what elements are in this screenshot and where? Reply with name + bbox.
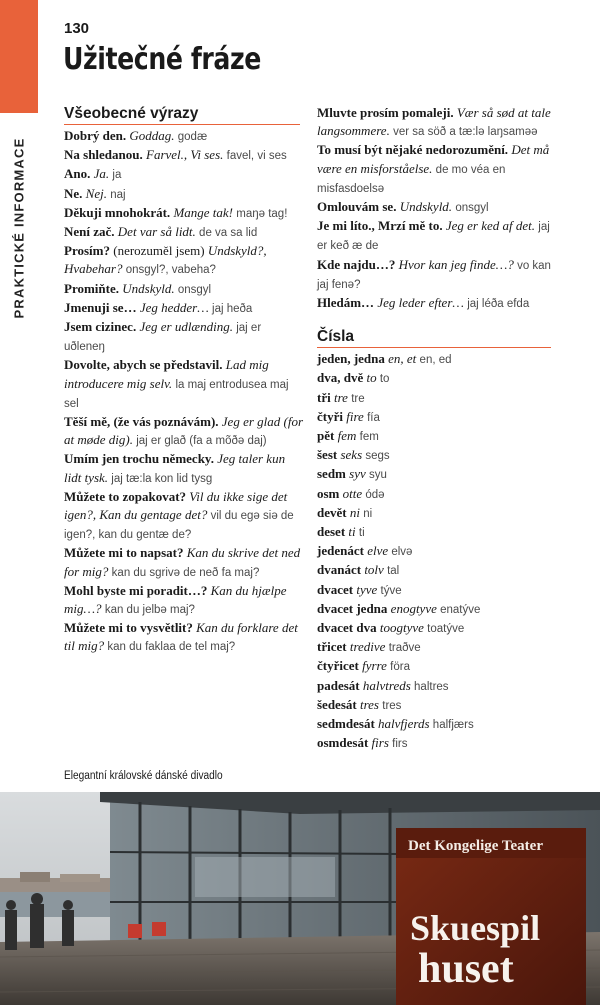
number-entry — [317, 408, 557, 427]
danish-phrase: Det må være en misforståelse. — [317, 142, 550, 176]
number-entry — [317, 389, 557, 408]
pronunciation: tre — [351, 392, 365, 405]
danish-phrase: halvfjerds — [378, 716, 430, 732]
phrase-entry — [64, 146, 304, 165]
phrase-list-general-continued — [317, 104, 557, 313]
danish-phrase: Mange tak! — [173, 204, 233, 220]
pronunciation: halfjærs — [432, 719, 474, 732]
czech-phrase: Omlouvám se. — [317, 199, 397, 215]
danish-phrase: Jeg taler kun lidt tysk. — [64, 451, 286, 485]
danish-phrase: Jeg leder efter… — [377, 295, 464, 311]
pronunciation: onsgyl — [455, 202, 489, 215]
phrase-entry — [64, 299, 304, 318]
pronunciation: traðve — [388, 642, 421, 655]
danish-phrase: syv — [349, 466, 366, 482]
pronunciation: fía — [367, 411, 380, 424]
pronunciation: ódə — [365, 488, 385, 501]
danish-phrase: enogtyve — [390, 600, 437, 616]
number-entry — [317, 677, 557, 696]
danish-phrase: toogtyve — [379, 620, 424, 636]
czech-phrase: To musí být nějaké nedorozumění. — [317, 142, 509, 158]
pronunciation: vil du egə siə de igen?, kan du gentæ de? — [64, 510, 294, 542]
pronunciation: maŋə tag! — [236, 207, 288, 220]
czech-phrase: Hledám… — [317, 295, 375, 311]
page-number: 130 — [64, 20, 90, 37]
chapter-color-tab — [0, 0, 38, 113]
pronunciation: jaj er glað (fa a mõðə daj) — [136, 435, 267, 448]
danish-phrase: elve — [367, 543, 389, 559]
danish-phrase: Undskyld. — [399, 199, 453, 215]
danish-phrase: Kan du hjælpe mig…? — [64, 582, 287, 617]
czech-phrase: Umím jen trochu německy. — [64, 451, 214, 467]
czech-phrase: Promiňte. — [64, 280, 119, 296]
czech-phrase: pět — [317, 428, 335, 444]
danish-phrase: to — [366, 370, 377, 386]
danish-phrase: fem — [337, 428, 357, 444]
phrase-entry — [64, 223, 304, 242]
czech-phrase: šest — [317, 447, 338, 463]
pronunciation: vo kan jaj fenə? — [317, 259, 551, 291]
number-entry — [317, 600, 557, 619]
number-entry — [317, 581, 557, 600]
danish-phrase: ni — [349, 504, 360, 520]
phrase-entry — [64, 413, 304, 450]
danish-phrase: ti — [348, 524, 356, 540]
czech-phrase: dvacet — [317, 581, 354, 597]
danish-phrase: Hvor kan jeg finde…? — [398, 256, 514, 272]
czech-phrase: Je mi líto., Mrzí mě to. — [317, 218, 443, 234]
czech-phrase: třicet — [317, 639, 347, 655]
number-entry — [317, 561, 557, 580]
danish-phrase: Jeg er udlænding. — [139, 319, 233, 335]
phrase-entry — [64, 165, 304, 184]
phrase-entry — [317, 104, 557, 141]
danish-phrase: Det var så lidt. — [117, 224, 196, 240]
phrase-entry — [64, 450, 304, 487]
czech-phrase: padesát — [317, 677, 360, 693]
czech-phrase: Můžete to zopakovat? — [64, 488, 187, 504]
czech-phrase: dvacet jedna — [317, 600, 388, 616]
danish-phrase: Undskyld?, Hvabehar? — [64, 243, 267, 277]
danish-phrase: Farvel., Vi ses. — [146, 147, 224, 163]
number-entry — [317, 350, 557, 369]
phrase-entry — [64, 619, 304, 656]
danish-phrase: Jeg er ked af det. — [445, 218, 536, 234]
phrase-entry — [64, 544, 304, 581]
pronunciation: jaj heða — [212, 302, 253, 315]
czech-phrase: Děkuji mnohokrát. — [64, 204, 171, 220]
sign-line2: huset — [418, 946, 514, 992]
pronunciation: ni — [363, 507, 373, 520]
danish-phrase: Ja. — [93, 166, 110, 182]
danish-phrase: Vær så sød at tale langsommere. — [317, 105, 551, 139]
czech-phrase: Dovolte, abych se představil. — [64, 357, 223, 373]
czech-phrase: Těší mě, (že vás poznávám). — [64, 414, 219, 430]
danish-phrase: fyrre — [362, 658, 387, 674]
sign-line1: Skuespil — [410, 908, 541, 948]
pronunciation: elvə — [391, 546, 413, 559]
czech-phrase: deset — [317, 524, 346, 540]
czech-phrase: Prosím? — [64, 243, 110, 259]
pronunciation: de mo véa en misfasdoelsə — [317, 163, 506, 195]
phrase-entry — [317, 217, 557, 255]
czech-phrase: Dobrý den. — [64, 128, 127, 143]
number-entry — [317, 715, 557, 734]
page-title: Užitečné fráze — [63, 42, 261, 77]
danish-phrase: firs — [371, 735, 389, 751]
danish-phrase: fire — [346, 408, 364, 424]
phrase-entry — [64, 280, 304, 299]
danish-phrase: en, et — [388, 351, 417, 367]
czech-phrase: šedesát — [317, 696, 357, 712]
czech-phrase: Mohl byste mi poradit…? — [64, 582, 208, 598]
czech-phrase: Jsem cizinec. — [64, 319, 137, 335]
czech-phrase: Na shledanou. — [64, 147, 143, 163]
danish-phrase: Jeg hedder… — [139, 299, 209, 315]
phrase-entry — [64, 582, 304, 619]
pronunciation: föra — [390, 661, 410, 674]
czech-phrase: čtyřicet — [317, 658, 359, 674]
number-entry — [317, 523, 557, 542]
czech-phrase: dvacet dva — [317, 620, 377, 636]
pronunciation: en, ed — [419, 354, 452, 367]
phrase-entry — [317, 141, 557, 198]
pronunciation: jaj tæ:la kon lid tysg — [111, 472, 213, 485]
pronunciation: kan du faklaa de tel maj? — [107, 641, 236, 654]
czech-phrase: sedmdesát — [317, 716, 375, 732]
number-entry — [317, 446, 557, 465]
phrase-list-general — [64, 127, 304, 657]
pronunciation: jaj léða efda — [467, 298, 530, 311]
column-right — [317, 104, 557, 754]
pronunciation: ja — [112, 169, 122, 182]
czech-phrase: dvanáct — [317, 562, 362, 578]
pronunciation: jaj er keð æ de — [317, 221, 550, 253]
number-entry — [317, 485, 557, 504]
pronunciation: syu — [369, 469, 387, 482]
section-heading-numbers: Čísla — [317, 327, 551, 348]
phrase-entry — [64, 242, 304, 279]
czech-phrase: Kde najdu…? — [317, 256, 396, 272]
danish-phrase: halvtreds — [362, 677, 411, 693]
czech-phrase: jeden, jedna — [317, 351, 385, 367]
danish-phrase: Jeg er glad (for at møde dig). — [64, 414, 304, 448]
pronunciation: onsgyl — [177, 283, 212, 296]
phrase-entry — [64, 488, 304, 545]
pronunciation: enatýve — [440, 603, 481, 616]
pronunciation: jaj er uðleneŋ — [64, 322, 262, 354]
czech-phrase: Ano. — [64, 166, 91, 182]
danish-phrase: Nej. — [85, 185, 107, 201]
phrase-entry — [64, 356, 304, 413]
czech-phrase: dva, dvě — [317, 370, 364, 386]
czech-phrase: čtyři — [317, 408, 343, 424]
number-entry — [317, 619, 557, 638]
pronunciation: naj — [110, 188, 126, 201]
danish-phrase: tredive — [349, 639, 386, 655]
number-entry — [317, 638, 557, 657]
section-heading-general: Všeobecné výrazy — [64, 104, 300, 125]
pronunciation: ver sa söð a tæ:lə laŋsaməə — [393, 126, 538, 139]
sign-top-text: Det Kongelige Teater — [408, 838, 543, 854]
pronunciation: fem — [359, 431, 379, 444]
danish-phrase: tolv — [364, 562, 384, 578]
reflection — [195, 857, 335, 897]
danish-phrase: Kan du skrive det ned for mig? — [64, 545, 301, 579]
phrase-entry — [64, 204, 304, 223]
photo-caption: Elegantní královské dánské divadlo — [64, 770, 223, 782]
pronunciation: tal — [387, 565, 400, 578]
phrase-entry — [64, 185, 304, 204]
pronunciation: to — [379, 373, 390, 386]
danish-phrase: tre — [333, 389, 348, 405]
pronunciation: tres — [382, 699, 402, 712]
czech-phrase: devět — [317, 504, 347, 520]
side-label: PRAKTICKÉ INFORMACE — [11, 137, 27, 319]
pronunciation: haltres — [414, 680, 449, 693]
czech-phrase: osm — [317, 485, 340, 501]
danish-phrase: tres — [359, 696, 379, 712]
danish-phrase: Kan du forklare det til mig? — [64, 620, 298, 654]
pronunciation: de va sa lid — [199, 227, 258, 240]
czech-phrase: Můžete mi to napsat? — [64, 545, 184, 561]
phrase-entry — [317, 256, 557, 294]
danish-phrase: Undskyld. — [122, 280, 175, 296]
number-entry — [317, 369, 557, 388]
danish-phrase: seks — [340, 447, 363, 463]
danish-phrase: Lad mig introducere mig selv. — [64, 357, 269, 391]
pronunciation: favel, vi ses — [226, 150, 287, 163]
number-entry — [317, 657, 557, 676]
czech-phrase: osmdesát — [317, 735, 369, 751]
number-entry — [317, 696, 557, 715]
czech-phrase: Ne. — [64, 185, 83, 201]
czech-phrase: tři — [317, 389, 331, 405]
phrase-list-numbers — [317, 350, 557, 753]
pronunciation: toatýve — [427, 623, 465, 636]
pronunciation: firs — [392, 738, 408, 751]
column-left — [64, 104, 304, 657]
phrase-entry — [64, 318, 304, 356]
czech-phrase: Mluvte prosím pomaleji. — [317, 105, 454, 120]
number-entry — [317, 465, 557, 484]
pronunciation: onsgyl?, vabeha? — [125, 264, 216, 277]
number-entry — [317, 427, 557, 446]
pronunciation: kan du sgrivə de neð fa maj? — [111, 566, 260, 579]
czech-phrase: Můžete mi to vysvětlit? — [64, 620, 193, 636]
phrase-entry — [64, 127, 304, 146]
pronunciation: la maj entrodusea maj sel — [64, 378, 289, 410]
number-entry — [317, 542, 557, 561]
czech-phrase: jedenáct — [317, 543, 364, 559]
danish-phrase: Goddag. — [129, 128, 175, 143]
danish-phrase: otte — [342, 485, 363, 501]
number-entry — [317, 734, 557, 753]
pronunciation: kan du jelbə maj? — [104, 604, 195, 617]
phrase-entry — [317, 294, 557, 313]
theatre-photo — [0, 792, 600, 1005]
pronunciation: týve — [380, 584, 402, 597]
czech-phrase: sedm — [317, 466, 346, 482]
number-entry — [317, 504, 557, 523]
pronunciation: godæ — [177, 131, 208, 143]
pronunciation: segs — [365, 450, 390, 463]
danish-phrase: tyve — [356, 581, 378, 597]
czech-phrase: Není zač. — [64, 224, 115, 240]
danish-phrase: Vil du ikke sige det igen?, Kan du gentage det? — [64, 488, 288, 523]
pronunciation: ti — [358, 527, 365, 540]
phrase-entry — [317, 198, 557, 217]
czech-note: (nerozuměl jsem) — [113, 243, 205, 259]
czech-phrase: Jmenuji se… — [64, 299, 137, 315]
